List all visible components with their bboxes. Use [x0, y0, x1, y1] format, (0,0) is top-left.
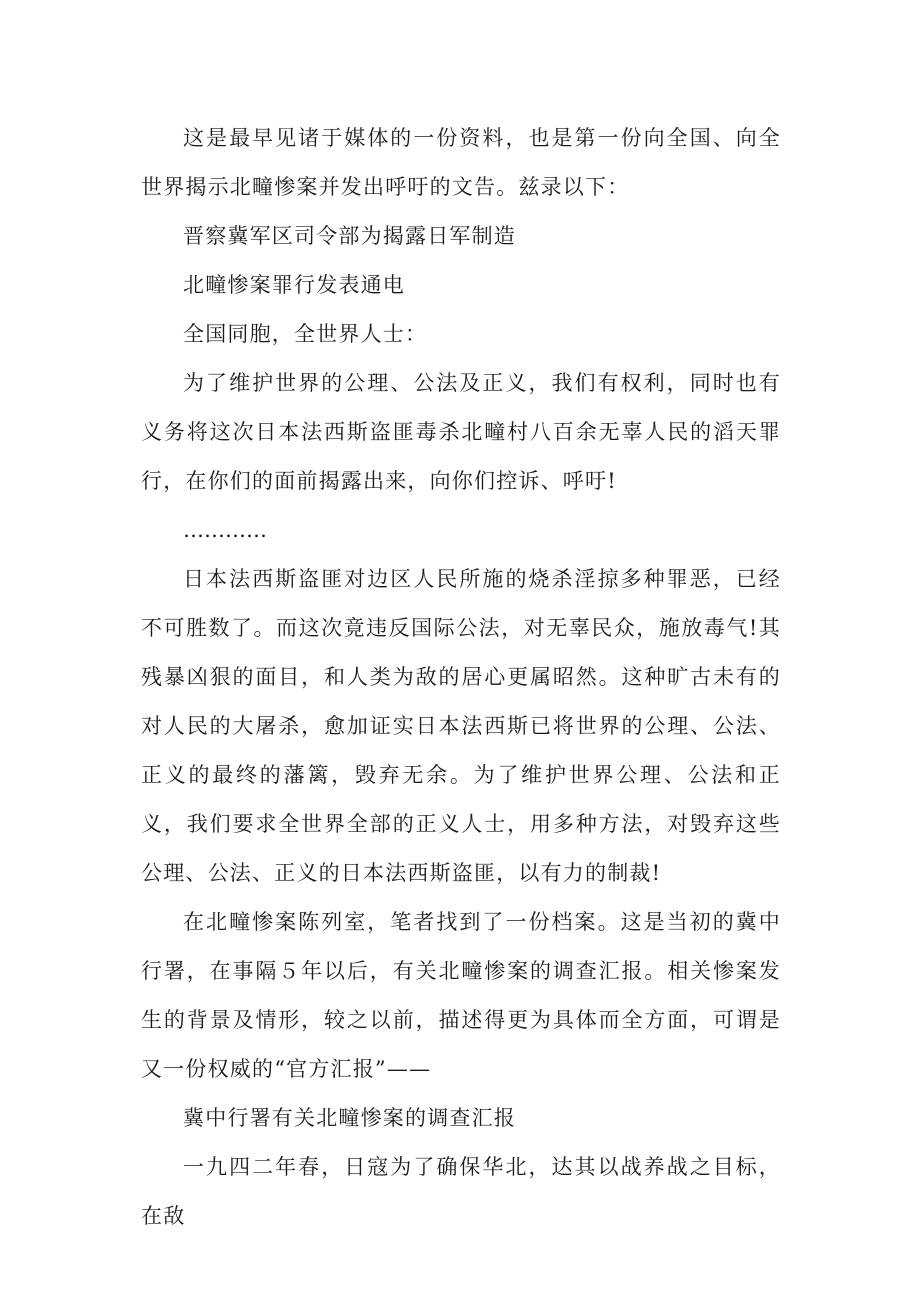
paragraph-telegram-body-2: 日本法西斯盗匪对边区人民所施的烧杀淫掠多种罪恶，已经不可胜数了。而这次竟违反国际公法，对无辜民众，施放毒气!其残暴凶狠的面目，和人类为敌的居心更属昭然。这种旷古未有的对人民的大屠杀，愈加证实日本法西斯已将世界的公理、公法、正义的最终的藩篱，毁弃无余。为了维护世界公理、公法和正义，我们要求全世界全部的正义人士，用多种方法，对毁弃这些公理、公法、正义的日本法西斯盗匪，以有力的制裁! — [141, 567, 781, 885]
document-body — [141, 114, 781, 1241]
paragraph-intro: 这是最早见诸于媒体的一份资料，也是第一份向全国、向全世界揭示北疃惨案并发出呼吁的文告。兹录以下： — [141, 126, 781, 199]
telegram-title-line-1: 晋察冀军区司令部为揭露日军制造 — [183, 224, 516, 248]
telegram-salutation: 全国同胞，全世界人士： — [183, 322, 428, 346]
report-title: 冀中行署有关北疃惨案的调查汇报 — [183, 1106, 516, 1130]
paragraph-archive-note: 在北疃惨案陈列室，笔者找到了一份档案。这是当初的冀中行署，在事隔５年以后，有关北疃惨案的调查汇报。相关惨案发生的背景及情形，较之以前，描述得更为具体而全方面，可谓是又一份权威的“官方汇报”—— — [141, 910, 781, 1081]
paragraph-telegram-body-1: 为了维护世界的公理、公法及正义，我们有权利，同时也有义务将这次日本法西斯盗匪毒杀北疃村八百余无辜人民的滔天罪行，在你们的面前揭露出来，向你们控诉、呼吁! — [141, 371, 781, 493]
telegram-title-line-2: 北疃惨案罪行发表通电 — [183, 273, 405, 297]
paragraph-report-start: 一九四二年春，日寇为了确保华北，达其以战养战之目标，在敌 — [141, 1155, 781, 1228]
ellipsis-line: ………… — [183, 518, 267, 542]
